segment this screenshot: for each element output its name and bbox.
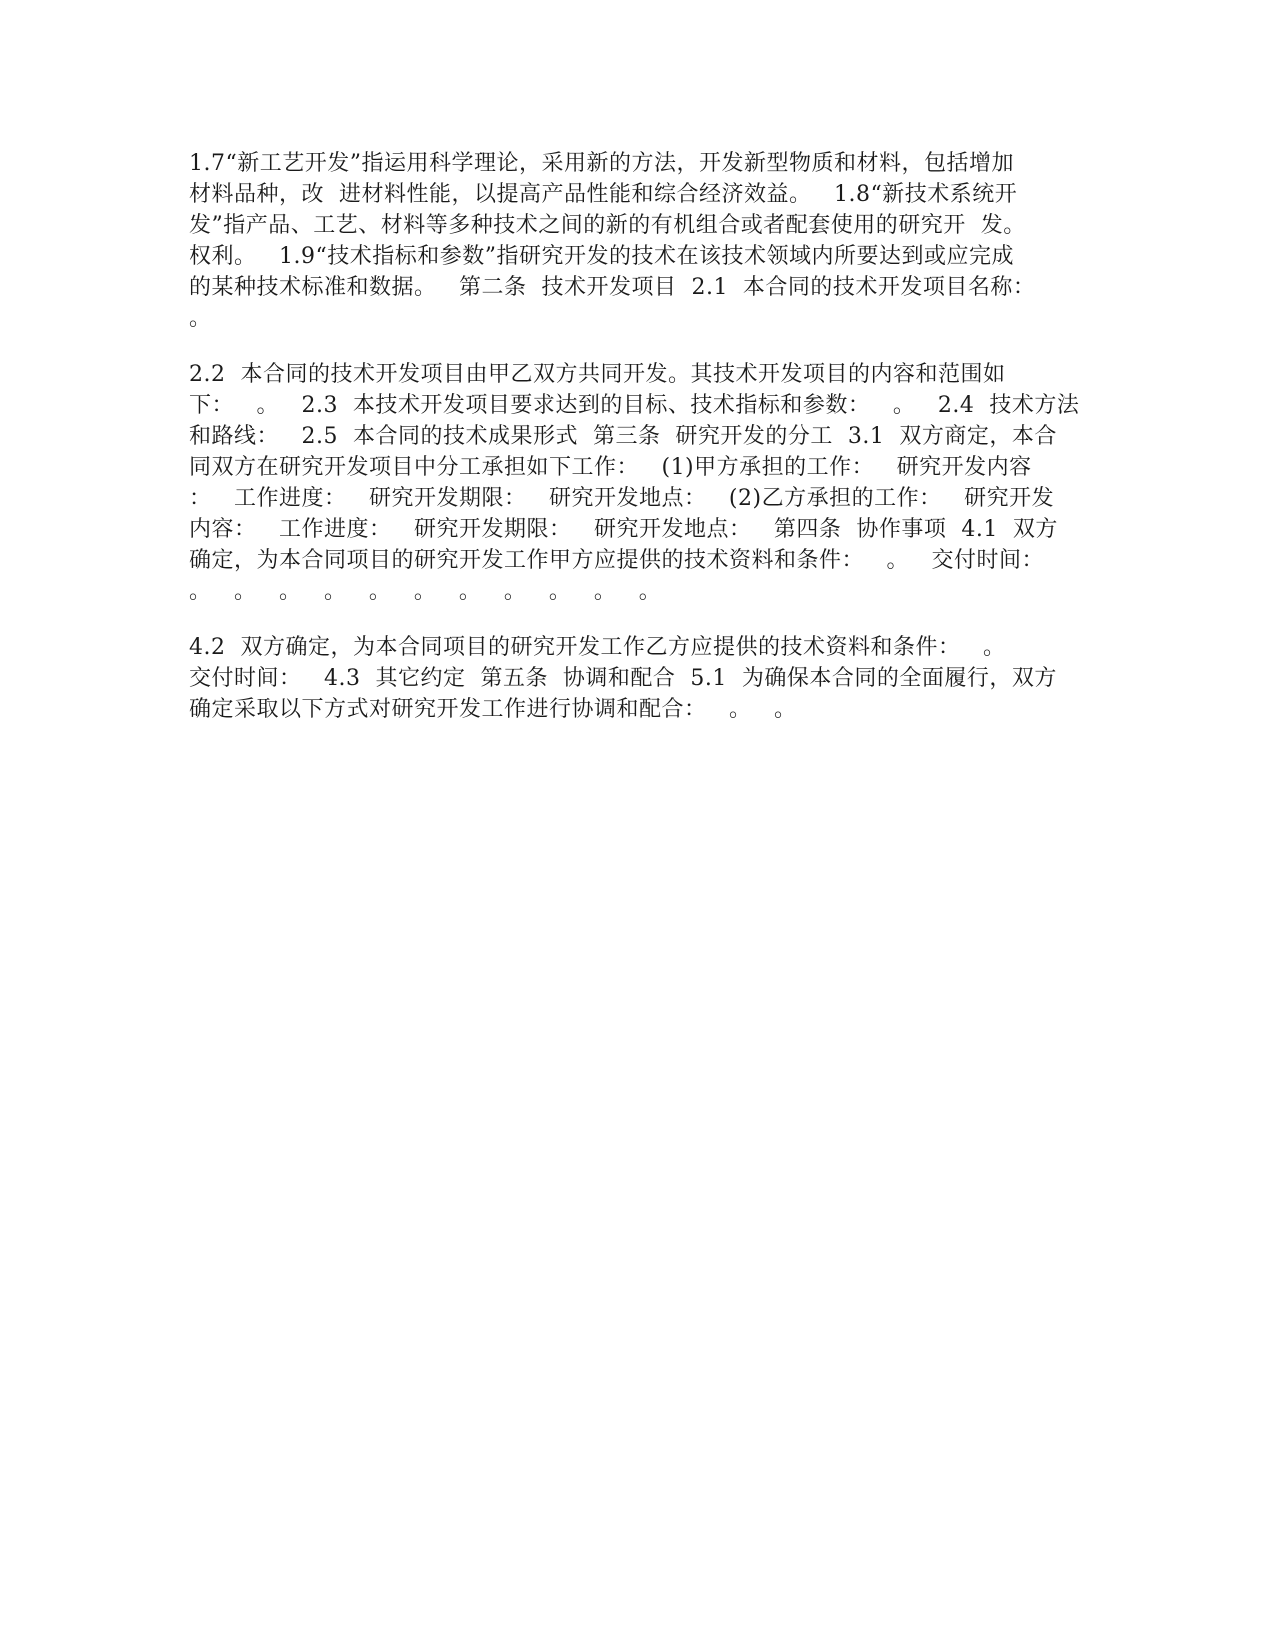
text-line: 确定采取以下方式对研究开发工作进行协调和配合： 。 。	[189, 697, 797, 722]
paragraph-project-scope	[189, 359, 1099, 607]
text-line: 交付时间： 4.3 其它约定 第五条 协调和配合 5.1 为确保本合同的全面履行，双方	[189, 666, 1057, 691]
text-line: 同双方在研究开发项目中分工承担如下工作： (1)甲方承担的工作： 研究开发内容	[189, 455, 1032, 480]
text-line: 的某种技术标准和数据。 第二条 技术开发项目 2.1 本合同的技术开发项目名称：	[189, 275, 1036, 300]
paragraph-spacer	[189, 607, 1099, 632]
paragraph-spacer	[189, 334, 1099, 359]
document-body	[189, 148, 1099, 725]
text-line: 内容： 工作进度： 研究开发期限： 研究开发地点： 第四条 协作事项 4.1 双方	[189, 517, 1058, 542]
text-line: 发”指产品、工艺、材料等多种技术之间的新的有机组合或者配套使用的研究开 发。	[189, 213, 1026, 238]
text-line: 2.2 本合同的技术开发项目由甲乙双方共同开发。其技术开发项目的内容和范围如	[189, 362, 1006, 387]
paragraph-coordination	[189, 632, 1099, 725]
text-line: 权利。 1.9“技术指标和参数”指研究开发的技术在该技术领域内所要达到或应完成	[189, 244, 1014, 269]
paragraph-definitions	[189, 148, 1099, 334]
text-line: 。 。 。 。 。 。 。 。 。 。 。	[189, 579, 662, 604]
text-line: 4.2 双方确定，为本合同项目的研究开发工作乙方应提供的技术资料和条件： 。	[189, 635, 1006, 660]
text-line: 下： 。 2.3 本技术开发项目要求达到的目标、技术指标和参数： 。 2.4 技术方法	[189, 393, 1080, 418]
text-line: 和路线： 2.5 本合同的技术成果形式 第三条 研究开发的分工 3.1 双方商定，本合	[189, 424, 1057, 449]
text-line: 1.7“新工艺开发”指运用科学理论，采用新的方法，开发新型物质和材料，包括增加	[189, 151, 1014, 176]
text-line: 确定，为本合同项目的研究开发工作甲方应提供的技术资料和条件： 。 交付时间：	[189, 548, 1044, 573]
text-line: 。	[189, 306, 212, 331]
text-line: 材料品种，改 进材料性能，以提高产品性能和综合经济效益。 1.8“新技术系统开	[189, 182, 1018, 207]
text-line: ： 工作进度： 研究开发期限： 研究开发地点： (2)乙方承担的工作： 研究开发	[189, 486, 1055, 511]
